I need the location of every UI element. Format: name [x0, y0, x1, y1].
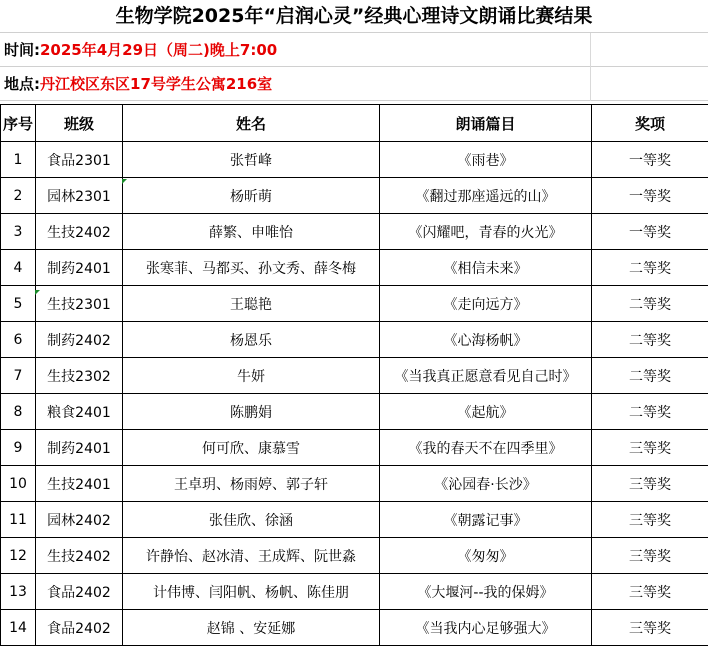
cell-name[interactable]: 杨昕萌 [123, 178, 380, 214]
cell-no[interactable]: 1 [1, 142, 36, 178]
cell-piece[interactable]: 《朝露记事》 [380, 502, 592, 538]
cell-class[interactable]: 生技2302 [36, 358, 123, 394]
cell-name[interactable]: 何可欣、康慕雪 [123, 430, 380, 466]
cell-piece[interactable]: 《沁园春·长沙》 [380, 466, 592, 502]
cell-no[interactable]: 2 [1, 178, 36, 214]
cell-class[interactable]: 制药2401 [36, 430, 123, 466]
header-class[interactable]: 班级 [36, 105, 123, 142]
cell-name[interactable]: 许静怡、赵冰清、王成辉、阮世淼 [123, 538, 380, 574]
cell-piece[interactable]: 《我的春天不在四季里》 [380, 430, 592, 466]
place-value: 丹江校区东区17号学生公寓216室 [40, 75, 273, 93]
cell-class[interactable]: 园林2402 [36, 502, 123, 538]
cell-gridline [590, 33, 591, 101]
place-row[interactable] [0, 67, 708, 101]
header-row [1, 105, 708, 142]
table-row [1, 430, 708, 466]
cell-name[interactable]: 张哲峰 [123, 142, 380, 178]
table-row [1, 322, 708, 358]
cell-award[interactable]: 二等奖 [592, 286, 708, 322]
table-row [1, 214, 708, 250]
cell-piece[interactable]: 《大堰河--我的保姆》 [380, 574, 592, 610]
cell-name[interactable]: 陈鹏娟 [123, 394, 380, 430]
cell-class[interactable]: 生技2402 [36, 538, 123, 574]
cell-award[interactable]: 一等奖 [592, 142, 708, 178]
cell-no[interactable]: 13 [1, 574, 36, 610]
cell-piece[interactable]: 《走向远方》 [380, 286, 592, 322]
cell-no[interactable]: 14 [1, 610, 36, 646]
cell-class[interactable]: 制药2401 [36, 250, 123, 286]
cell-piece[interactable]: 《心海杨帆》 [380, 322, 592, 358]
cell-name[interactable]: 王卓玥、杨雨婷、郭子轩 [123, 466, 380, 502]
cell-piece[interactable]: 《雨巷》 [380, 142, 592, 178]
cell-piece[interactable]: 《当我内心足够强大》 [380, 610, 592, 646]
sheet-title[interactable]: 生物学院2025年“启润心灵”经典心理诗文朗诵比赛结果 [0, 0, 708, 33]
table-row [1, 250, 708, 286]
cell-award[interactable]: 一等奖 [592, 178, 708, 214]
cell-name[interactable]: 牛妍 [123, 358, 380, 394]
cell-class[interactable]: 制药2402 [36, 322, 123, 358]
header-award[interactable]: 奖项 [592, 105, 708, 142]
cell-class[interactable]: 生技2401 [36, 466, 123, 502]
cell-no[interactable]: 6 [1, 322, 36, 358]
table-row [1, 286, 708, 322]
cell-award[interactable]: 三等奖 [592, 574, 708, 610]
comment-marker-icon [35, 290, 40, 295]
cell-name[interactable]: 张寒菲、马都买、孙文秀、薛冬梅 [123, 250, 380, 286]
cell-piece[interactable]: 《匆匆》 [380, 538, 592, 574]
header-piece[interactable]: 朗诵篇目 [380, 105, 592, 142]
table-row [1, 610, 708, 646]
cell-no[interactable]: 4 [1, 250, 36, 286]
cell-class[interactable]: 粮食2401 [36, 394, 123, 430]
cell-class[interactable]: 食品2402 [36, 574, 123, 610]
cell-name[interactable]: 赵锦 、安延娜 [123, 610, 380, 646]
results-body [1, 142, 708, 646]
table-row [1, 574, 708, 610]
cell-name[interactable]: 杨恩乐 [123, 322, 380, 358]
cell-no[interactable]: 7 [1, 358, 36, 394]
cell-award[interactable]: 一等奖 [592, 214, 708, 250]
results-table [0, 104, 708, 646]
table-row [1, 178, 708, 214]
cell-class[interactable]: 食品2402 [36, 610, 123, 646]
cell-no[interactable]: 8 [1, 394, 36, 430]
cell-name[interactable]: 王聪艳 [123, 286, 380, 322]
cell-no[interactable]: 11 [1, 502, 36, 538]
cell-name[interactable]: 计伟博、闫阳帆、杨帆、陈佳朋 [123, 574, 380, 610]
cell-award[interactable]: 三等奖 [592, 502, 708, 538]
cell-award[interactable]: 二等奖 [592, 358, 708, 394]
cell-piece[interactable]: 《当我真正愿意看见自己时》 [380, 358, 592, 394]
time-row[interactable] [0, 33, 708, 67]
cell-award[interactable]: 二等奖 [592, 394, 708, 430]
header-name[interactable]: 姓名 [123, 105, 380, 142]
cell-award[interactable]: 三等奖 [592, 538, 708, 574]
cell-piece[interactable]: 《起航》 [380, 394, 592, 430]
place-label: 地点: [4, 75, 40, 93]
cell-award[interactable]: 二等奖 [592, 322, 708, 358]
cell-award[interactable]: 三等奖 [592, 466, 708, 502]
cell-piece[interactable]: 《相信未来》 [380, 250, 592, 286]
cell-no[interactable]: 12 [1, 538, 36, 574]
cell-no[interactable]: 10 [1, 466, 36, 502]
header-no[interactable]: 序号 [1, 105, 36, 142]
cell-no[interactable]: 9 [1, 430, 36, 466]
cell-no[interactable]: 3 [1, 214, 36, 250]
cell-class[interactable]: 生技2402 [36, 214, 123, 250]
time-value: 2025年4月29日（周二)晚上7:00 [40, 41, 278, 59]
cell-class[interactable]: 生技2301 [36, 286, 123, 322]
time-label: 时间: [4, 41, 40, 59]
table-row [1, 466, 708, 502]
table-row [1, 142, 708, 178]
cell-class[interactable]: 园林2301 [36, 178, 123, 214]
table-row [1, 358, 708, 394]
cell-no[interactable]: 5 [1, 286, 36, 322]
cell-piece[interactable]: 《翻过那座遥远的山》 [380, 178, 592, 214]
cell-award[interactable]: 三等奖 [592, 610, 708, 646]
cell-piece[interactable]: 《闪耀吧，青春的火光》 [380, 214, 592, 250]
cell-award[interactable]: 二等奖 [592, 250, 708, 286]
cell-name[interactable]: 张佳欣、徐涵 [123, 502, 380, 538]
comment-marker-icon [122, 179, 127, 184]
table-row [1, 538, 708, 574]
cell-class[interactable]: 食品2301 [36, 142, 123, 178]
cell-name[interactable]: 薛繁、申唯怡 [123, 214, 380, 250]
table-row [1, 394, 708, 430]
table-row [1, 502, 708, 538]
cell-award[interactable]: 三等奖 [592, 430, 708, 466]
